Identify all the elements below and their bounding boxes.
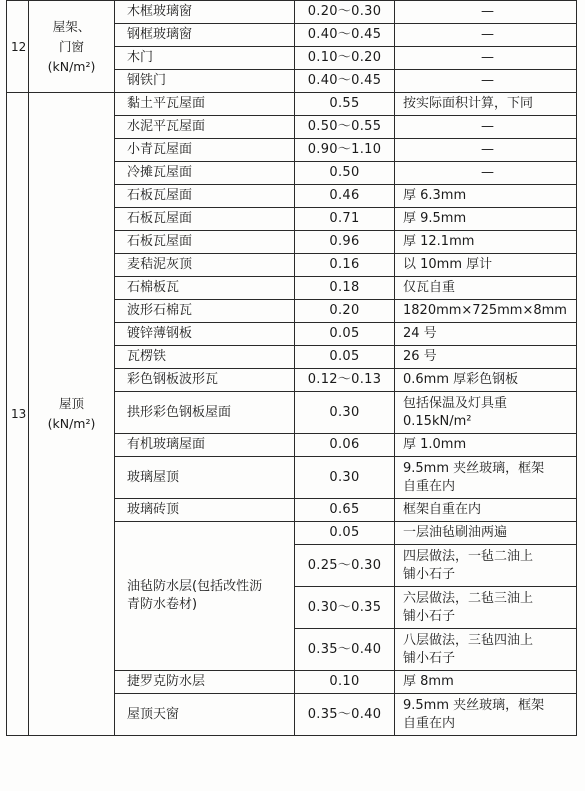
item-note: 厚 1.0mm — [395, 434, 577, 457]
note-line: 0.15kN/m² — [403, 413, 472, 429]
item-name: 镀锌薄钢板 — [115, 323, 295, 346]
item-name: 黏土平瓦屋面 — [115, 93, 295, 116]
category-unit: (kN/m²) — [47, 416, 96, 431]
item-note — [395, 392, 577, 434]
group-number: 13 — [7, 93, 29, 736]
item-note: 按实际面积计算，下同 — [395, 93, 577, 116]
item-value: 0.71 — [295, 208, 395, 231]
item-name: 玻璃砖顶 — [115, 499, 295, 522]
item-value: 0.20～0.30 — [295, 1, 395, 24]
item-name: 冷摊瓦屋面 — [115, 162, 295, 185]
name-line: 油毡防水层(包括改性沥 — [127, 579, 263, 594]
item-value: 0.96 — [295, 231, 395, 254]
table-row — [7, 93, 577, 116]
item-note: 厚 6.3mm — [395, 185, 577, 208]
item-value: 0.50 — [295, 162, 395, 185]
item-value: 0.10～0.20 — [295, 47, 395, 70]
item-note — [395, 457, 577, 499]
note-line: 铺小石子 — [403, 608, 456, 624]
note-line: 9.5mm 夹丝玻璃，框架 — [403, 460, 545, 476]
item-value: 0.50～0.55 — [295, 116, 395, 139]
item-note: 1820mm×725mm×8mm — [395, 300, 577, 323]
item-name: 水泥平瓦屋面 — [115, 116, 295, 139]
item-note — [395, 629, 577, 671]
category-cell — [29, 93, 115, 736]
item-value: 0.46 — [295, 185, 395, 208]
item-note: 厚 8mm — [395, 671, 577, 694]
category-line: 屋顶 — [58, 396, 84, 411]
category-line: 屋架、 — [52, 18, 91, 34]
item-value: 0.25～0.30 — [295, 545, 395, 587]
load-table — [6, 0, 577, 736]
item-note: 以 10mm 厚计 — [395, 254, 577, 277]
item-note: 0.6mm 厚彩色钢板 — [395, 369, 577, 392]
item-value: 0.12～0.13 — [295, 369, 395, 392]
item-value: 0.40～0.45 — [295, 24, 395, 47]
item-name: 波形石棉瓦 — [115, 300, 295, 323]
item-name: 玻璃屋顶 — [115, 457, 295, 499]
note-line: 9.5mm 夹丝玻璃，框架 — [403, 697, 545, 713]
item-value: 0.30～0.35 — [295, 587, 395, 629]
item-name: 彩色钢板波形瓦 — [115, 369, 295, 392]
note-line: 包括保温及灯具重 — [403, 395, 508, 411]
item-value: 0.35～0.40 — [295, 629, 395, 671]
item-name: 有机玻璃屋面 — [115, 434, 295, 457]
item-value: 0.20 — [295, 300, 395, 323]
item-value: 0.40～0.45 — [295, 70, 395, 93]
item-name: 石板瓦屋面 — [115, 231, 295, 254]
item-note: — — [395, 162, 577, 185]
item-name: 石板瓦屋面 — [115, 208, 295, 231]
item-name: 瓦楞铁 — [115, 346, 295, 369]
item-value: 0.05 — [295, 323, 395, 346]
item-note: 24 号 — [395, 323, 577, 346]
item-name: 捷罗克防水层 — [115, 671, 295, 694]
item-value: 0.90～1.10 — [295, 139, 395, 162]
item-name: 小青瓦屋面 — [115, 139, 295, 162]
item-name: 钢铁门 — [115, 70, 295, 93]
category-line: 门窗 — [58, 38, 84, 54]
note-line: 四层做法，一毡二油上 — [403, 548, 534, 564]
item-name: 拱形彩色钢板屋面 — [115, 392, 295, 434]
note-line: 八层做法，三毡四油上 — [403, 632, 534, 648]
item-note: 厚 12.1mm — [395, 231, 577, 254]
item-name: 木门 — [115, 47, 295, 70]
item-note: 框架自重在内 — [395, 499, 577, 522]
item-value: 0.30 — [295, 392, 395, 434]
item-name — [115, 522, 295, 671]
item-note: — — [395, 1, 577, 24]
item-value: 0.35～0.40 — [295, 694, 395, 736]
item-value: 0.06 — [295, 434, 395, 457]
note-line: 六层做法，二毡三油上 — [403, 590, 534, 606]
name-line: 青防水卷材) — [127, 597, 198, 612]
item-value: 0.30 — [295, 457, 395, 499]
item-value: 0.18 — [295, 277, 395, 300]
item-name: 屋顶天窗 — [115, 694, 295, 736]
item-note: — — [395, 70, 577, 93]
note-line: 自重在内 — [403, 715, 456, 731]
item-value: 0.10 — [295, 671, 395, 694]
item-value: 0.05 — [295, 346, 395, 369]
item-note — [395, 694, 577, 736]
item-value: 0.55 — [295, 93, 395, 116]
item-name: 麦秸泥灰顶 — [115, 254, 295, 277]
item-name: 钢框玻璃窗 — [115, 24, 295, 47]
note-line: 自重在内 — [403, 478, 456, 494]
table-row — [7, 1, 577, 24]
item-name: 石板瓦屋面 — [115, 185, 295, 208]
item-value: 0.05 — [295, 522, 395, 545]
item-note: — — [395, 24, 577, 47]
item-note: — — [395, 139, 577, 162]
category-cell — [29, 1, 115, 93]
item-note — [395, 587, 577, 629]
group-number: 12 — [7, 1, 29, 93]
item-note: — — [395, 47, 577, 70]
note-line: 铺小石子 — [403, 650, 456, 666]
note-line: 铺小石子 — [403, 566, 456, 582]
item-note — [395, 545, 577, 587]
item-value: 0.16 — [295, 254, 395, 277]
item-value: 0.65 — [295, 499, 395, 522]
item-name: 木框玻璃窗 — [115, 1, 295, 24]
item-note: 仅瓦自重 — [395, 277, 577, 300]
item-note: 26 号 — [395, 346, 577, 369]
category-unit: (kN/m²) — [47, 58, 96, 74]
item-note: 一层油毡刷油两遍 — [395, 522, 577, 545]
item-note: — — [395, 116, 577, 139]
item-name: 石棉板瓦 — [115, 277, 295, 300]
item-note: 厚 9.5mm — [395, 208, 577, 231]
